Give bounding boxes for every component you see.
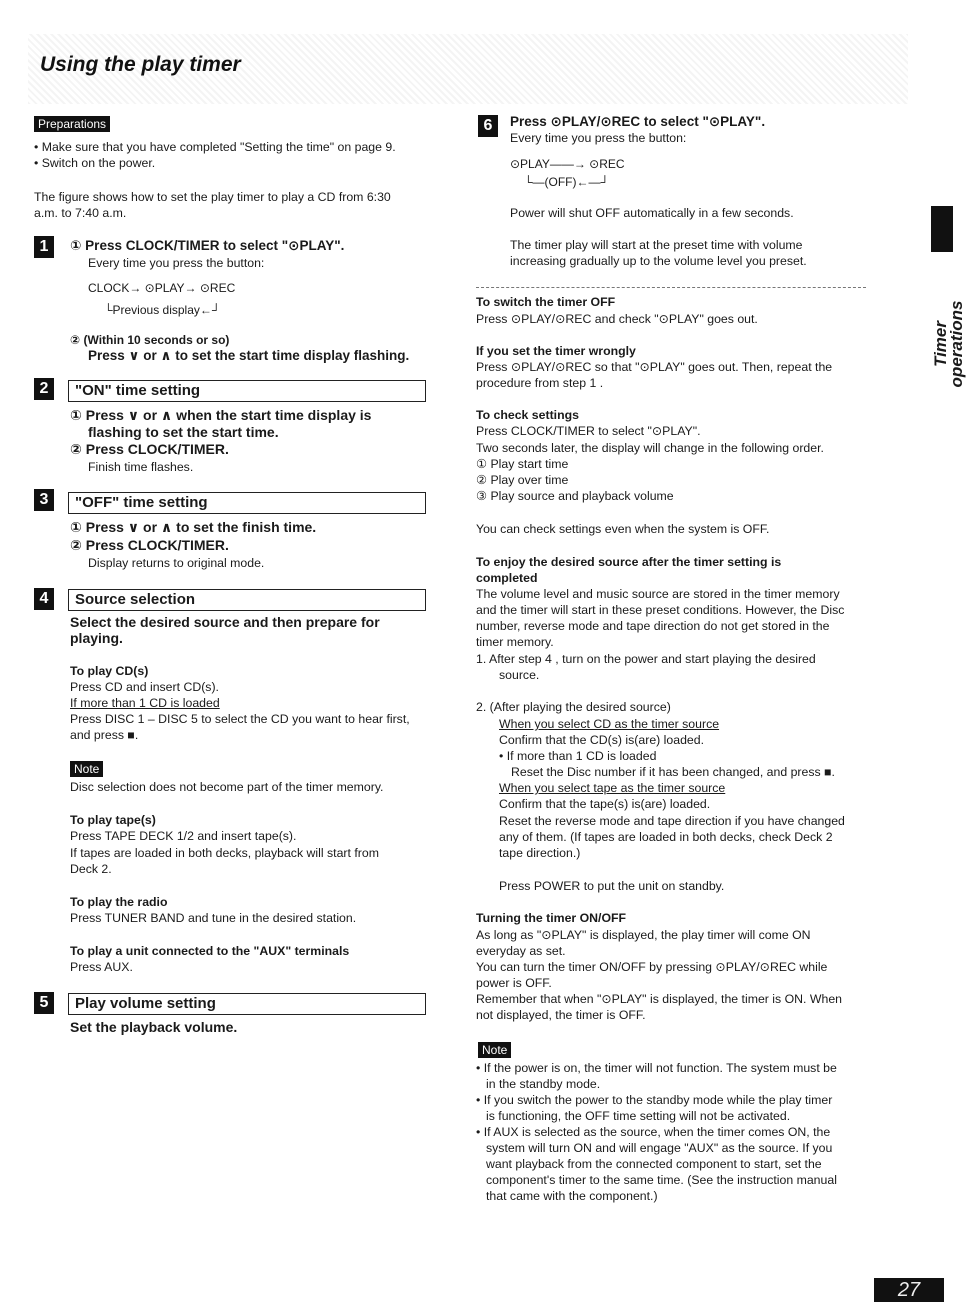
step-4-lead: playing.	[70, 630, 123, 646]
turn-text: everyday as set.	[476, 944, 566, 958]
tape-text: Deck 2.	[70, 862, 112, 876]
aux-text: Press AUX.	[70, 960, 133, 974]
aux-heading: To play a unit connected to the "AUX" terminals	[70, 944, 350, 958]
step-3-note: Display returns to original mode.	[88, 556, 265, 570]
step-2-title: "ON" time setting	[68, 380, 426, 402]
enjoy-list-item: tape direction.)	[499, 846, 581, 860]
step-2-number: 2	[34, 378, 54, 400]
enjoy-list-item: 2. (After playing the desired source)	[476, 700, 671, 714]
intro-text: a.m. to 7:40 a.m.	[34, 206, 127, 220]
cd-text: and press ■.	[70, 728, 139, 742]
turn-text: You can turn the timer ON/OFF by pressing ⊙PLAY/⊙REC while	[476, 960, 828, 974]
step-1-diagram-line: └Previous display←┘	[104, 303, 221, 317]
check-heading: To check settings	[476, 408, 579, 422]
step-6-text: The timer play will start at the preset time with volume	[510, 238, 803, 252]
step-2-note: Finish time flashes.	[88, 460, 194, 474]
check-list-item: ② Play over time	[476, 473, 569, 487]
step-2-line: flashing to set the start time.	[88, 424, 279, 440]
enjoy-text: timer memory.	[476, 635, 554, 649]
note-item: • If AUX is selected as the source, when the timer comes ON, the	[476, 1125, 831, 1139]
enjoy-heading: completed	[476, 571, 538, 585]
step-1-sub2-small: ② (Within 10 seconds or so)	[70, 333, 230, 347]
radio-text: Press TUNER BAND and tune in the desired station.	[70, 911, 357, 925]
tape-heading: To play tape(s)	[70, 813, 156, 827]
step-4-title: Source selection	[68, 589, 426, 611]
wrong-text: Press ⊙PLAY/⊙REC so that "⊙PLAY" goes out. Then, repeat the	[476, 360, 833, 374]
step-6-text: increasing gradually up to the volume level you preset.	[510, 254, 807, 268]
step-3-line: ① Press ∨ or ∧ to set the finish time.	[70, 519, 317, 535]
step-4-lead: Select the desired source and then prepare for	[70, 614, 380, 630]
section-side-label: Timer operations	[931, 300, 966, 388]
enjoy-list-item: When you select tape as the timer source	[499, 781, 726, 795]
step-6-number: 6	[478, 115, 498, 137]
dashed-divider	[476, 287, 866, 288]
turn-heading: Turning the timer ON/OFF	[476, 911, 627, 925]
enjoy-text: The volume level and music source are stored in the timer memory	[476, 587, 840, 601]
step-5-line: Set the playback volume.	[70, 1019, 238, 1035]
step-6-text: Power will shut OFF automatically in a few seconds.	[510, 206, 794, 220]
enjoy-list-item: 1. After step 4 , turn on the power and start playing the desired	[476, 652, 816, 666]
cd-text: Press CD and insert CD(s).	[70, 680, 219, 694]
check-list-item: ① Play start time	[476, 457, 569, 471]
section-tab-marker	[931, 206, 953, 252]
step-1-diagram-line: CLOCK→ ⊙PLAY→ ⊙REC	[88, 281, 236, 295]
note-item: is functioning, the OFF time setting will not be activated.	[486, 1109, 791, 1123]
cd-heading: To play CD(s)	[70, 664, 149, 678]
note-item: in the standby mode.	[486, 1077, 601, 1091]
check-text: Two seconds later, the display will change in the following order.	[476, 441, 824, 455]
step-5-number: 5	[34, 992, 54, 1014]
enjoy-text: and the timer will start in these preset conditions. However, the Disc	[476, 603, 845, 617]
enjoy-heading: To enjoy the desired source after the timer setting is	[476, 555, 782, 569]
enjoy-list-item: Confirm that the CD(s) is(are) loaded.	[499, 733, 705, 747]
check-text: Press CLOCK/TIMER to select "⊙PLAY".	[476, 424, 701, 438]
step-3-line: ② Press CLOCK/TIMER.	[70, 537, 229, 553]
note-label-text: Note	[478, 1042, 511, 1058]
step-1-sub: Every time you press the button:	[88, 256, 265, 270]
enjoy-text: number, reverse mode and tape direction do not get stored in the	[476, 619, 830, 633]
step-3-number: 3	[34, 489, 54, 511]
step-2-line: ② Press CLOCK/TIMER.	[70, 441, 229, 457]
step-1-heading: ① Press CLOCK/TIMER to select "⊙PLAY".	[70, 238, 345, 253]
enjoy-list-item: source.	[499, 668, 540, 682]
note-item: • If the power is on, the timer will not function. The system must be	[476, 1061, 837, 1075]
step-1-sub2-bold: Press ∨ or ∧ to set the start time display flashing.	[88, 348, 410, 363]
tape-text: If tapes are loaded in both decks, playback will start from	[70, 846, 379, 860]
turn-text: Remember that when "⊙PLAY" is displayed, the timer is ON. When	[476, 992, 842, 1006]
note-label-text: Note	[70, 761, 103, 777]
intro-text: The figure shows how to set the play timer to play a CD from 6:30	[34, 190, 391, 204]
wrong-heading: If you set the timer wrongly	[476, 344, 636, 358]
note-item: that came with the component.)	[486, 1189, 658, 1203]
preparations-label	[34, 116, 110, 132]
enjoy-list-item: Confirm that the tape(s) is(are) loaded.	[499, 797, 711, 811]
cd-text: If more than 1 CD is loaded	[70, 696, 220, 710]
turn-text: power is OFF.	[476, 976, 552, 990]
note-label	[478, 1042, 511, 1058]
turn-text: As long as "⊙PLAY" is displayed, the play timer will come ON	[476, 928, 811, 942]
enjoy-list-item: Reset the Disc number if it has been changed, and press ■.	[511, 765, 835, 779]
note-text: Disc selection does not become part of the timer memory.	[70, 780, 384, 794]
note-label	[70, 761, 103, 777]
tape-text: Press TAPE DECK 1/2 and insert tape(s).	[70, 829, 297, 843]
switch-heading: To switch the timer OFF	[476, 295, 616, 309]
step-1-number: 1	[34, 236, 54, 258]
step-2-line: ① Press ∨ or ∧ when the start time display is	[70, 407, 372, 423]
check-list-item: ③ Play source and playback volume	[476, 489, 674, 503]
note-item: want playback from the connected component to start, set the	[486, 1157, 822, 1171]
cd-text: Press DISC 1 – DISC 5 to select the CD you want to hear first,	[70, 712, 410, 726]
preparations-bullet: • Switch on the power.	[34, 156, 156, 170]
turn-text: not displayed, the timer is OFF.	[476, 1008, 646, 1022]
step-6-sub: Every time you press the button:	[510, 131, 687, 145]
step-3-title: "OFF" time setting	[68, 492, 426, 514]
page-number: 27	[874, 1278, 944, 1302]
switch-text: Press ⊙PLAY/⊙REC and check "⊙PLAY" goes out.	[476, 312, 758, 326]
step-6-diagram-line: └—(OFF)←—┘	[524, 175, 609, 189]
radio-heading: To play the radio	[70, 895, 168, 909]
note-item: • If you switch the power to the standby mode while the play timer	[476, 1093, 833, 1107]
step-4-number: 4	[34, 588, 54, 610]
step-6-diagram-line: ⊙PLAY——→ ⊙REC	[510, 157, 625, 171]
step-6-heading: Press ⊙PLAY/⊙REC to select "⊙PLAY".	[510, 114, 766, 129]
enjoy-list-item: Press POWER to put the unit on standby.	[499, 879, 725, 893]
preparations-bullet: • Make sure that you have completed "Setting the time" on page 9.	[34, 140, 396, 154]
step-5-title: Play volume setting	[68, 993, 426, 1015]
preparations-label-text: Preparations	[34, 116, 110, 132]
note-item: component's timer to the same time. (See the instruction manual	[486, 1173, 837, 1187]
enjoy-list-item: Reset the reverse mode and tape direction if you have changed	[499, 814, 845, 828]
wrong-text: procedure from step 1 .	[476, 376, 604, 390]
enjoy-list-item: • If more than 1 CD is loaded	[499, 749, 657, 763]
enjoy-list-item: When you select CD as the timer source	[499, 717, 720, 731]
page-title: Using the play timer	[40, 53, 241, 76]
check-text: You can check settings even when the system is OFF.	[476, 522, 770, 536]
note-item: system will turn ON and will engage "AUX" as the source. If you	[486, 1141, 833, 1155]
enjoy-list-item: any of them. (If tapes are loaded in both decks, check Deck 2	[499, 830, 833, 844]
